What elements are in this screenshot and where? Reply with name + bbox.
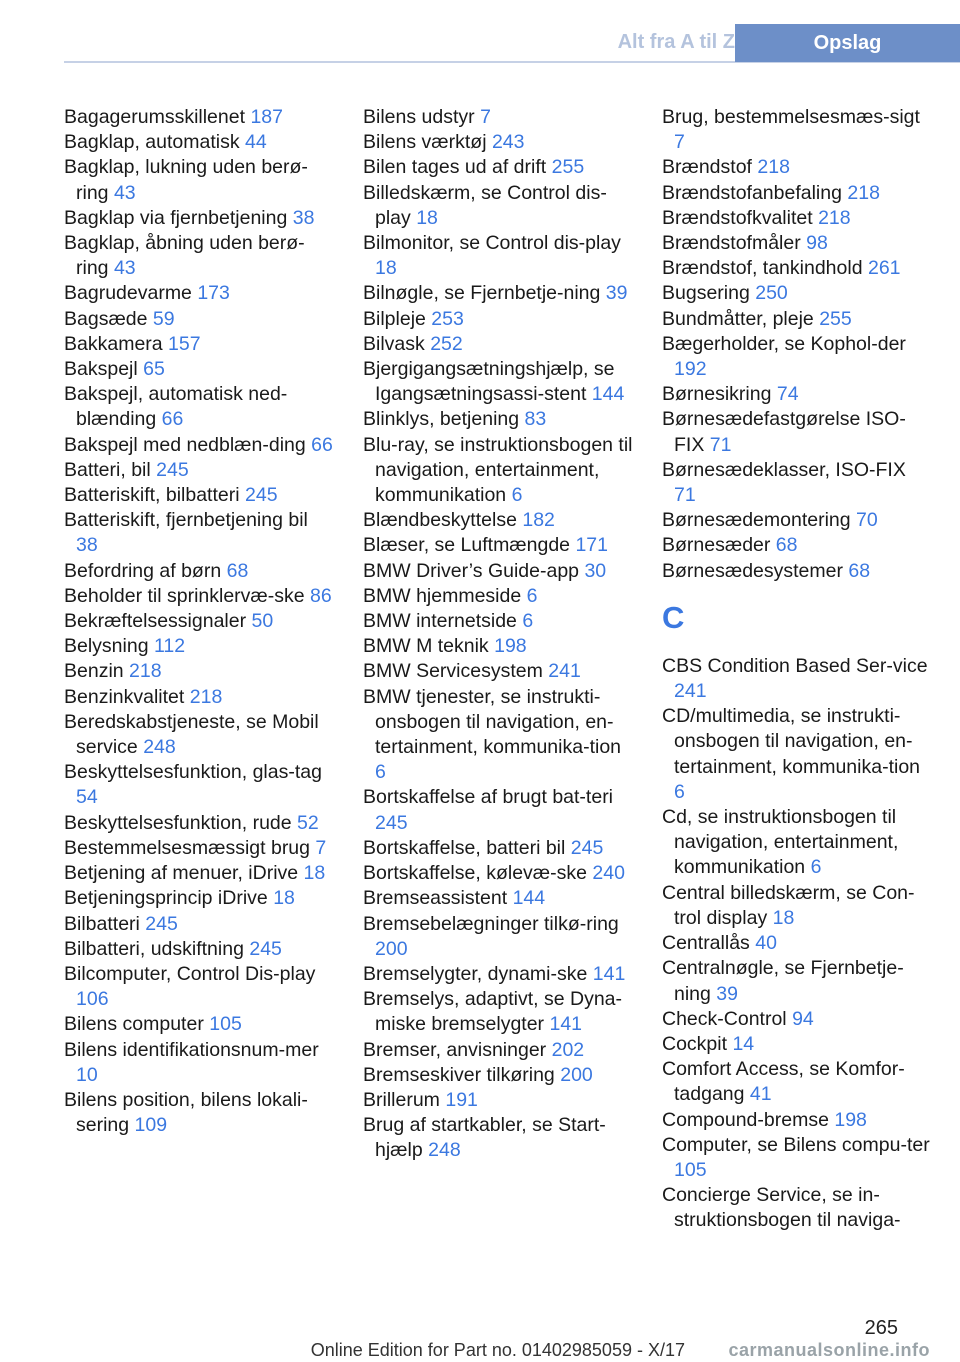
page-link[interactable]: 40 [755, 932, 777, 955]
entry-term: Central billedskærm, se Con-trol display [662, 881, 915, 929]
index-entry [64, 836, 334, 861]
page-link[interactable]: 241 [548, 660, 581, 683]
entry-term: Bjergigangsætningshjælp, se Igangsætningsassi-stent [363, 358, 615, 406]
index-column-1 [64, 105, 334, 1138]
index-entry [363, 685, 635, 786]
entry-term: Brug af startkabler, se Start-hjælp [363, 1114, 606, 1162]
index-column-3 [662, 105, 932, 1234]
index-entry [363, 533, 635, 558]
index-entry [662, 881, 932, 931]
entry-term: Brug, bestemmelsesmæs-sigt [662, 106, 920, 128]
page-link[interactable]: 68 [226, 559, 249, 582]
page-link[interactable]: 198 [834, 1108, 867, 1131]
page-link[interactable]: 157 [168, 332, 201, 355]
index-entry [363, 307, 635, 332]
page-link[interactable]: 86 [310, 584, 332, 607]
index-entry [363, 987, 635, 1037]
page-link[interactable]: 245 [145, 912, 178, 935]
index-entry [662, 231, 932, 256]
index-entry [363, 407, 635, 432]
page-link[interactable]: 173 [197, 282, 230, 305]
page-link[interactable]: 202 [551, 1038, 585, 1061]
page-link[interactable]: 250 [755, 282, 788, 305]
page-link[interactable]: 50 [251, 610, 274, 633]
index-entry [363, 861, 635, 886]
page-link[interactable]: 105 [674, 1158, 707, 1181]
entry-term: Bremselygter, dynami-ske [363, 962, 588, 985]
page-link[interactable]: 54 [76, 786, 98, 809]
entry-term: Brændstofmåler [662, 232, 801, 255]
page-link[interactable]: 18 [772, 906, 795, 929]
entry-term: BMW tjenester, se instrukti-onsbogen til navigation, en-tertainment, kommunika-tion [363, 685, 622, 759]
index-entry [363, 433, 635, 509]
index-entry [662, 805, 932, 881]
page-link[interactable]: 245 [245, 484, 278, 507]
entry-term: Bremseskiver tilkøring [363, 1063, 555, 1086]
page-link[interactable]: 200 [560, 1063, 593, 1086]
entry-term: Bilen tages ud af drift [363, 156, 547, 179]
entry-term: Blinklys, betjening [363, 408, 520, 431]
index-entry [363, 281, 635, 306]
entry-term: Brændstof [662, 156, 752, 179]
index-entry [363, 130, 635, 155]
entry-term: Blændbeskyttelse [363, 509, 517, 532]
index-entry [363, 962, 635, 987]
page-link[interactable]: 105 [209, 1013, 242, 1036]
entry-term: Bilcomputer, Control Dis-play [64, 962, 316, 985]
entry-term: Brillerum [363, 1088, 440, 1111]
entry-term: CD/multimedia, se instrukti-onsbogen til navigation, en-tertainment, kommunika-tion [662, 705, 921, 778]
page-link[interactable]: 245 [570, 836, 604, 859]
index-entry [64, 937, 334, 962]
index-entry [64, 281, 334, 306]
index-entry [662, 1183, 932, 1233]
page-link[interactable]: 187 [250, 106, 283, 128]
page-link[interactable]: 6 [526, 584, 538, 607]
index-entry [64, 685, 334, 710]
page-link[interactable]: 248 [143, 736, 176, 759]
page-link[interactable]: 248 [428, 1139, 461, 1162]
page-link[interactable]: 245 [375, 811, 408, 834]
page-link[interactable]: 43 [113, 257, 136, 280]
entry-term: Beredskabstjeneste, se Mobil service [64, 710, 319, 759]
entry-term: BMW hjemmeside [363, 584, 522, 607]
entry-term: Concierge Service, se in-struktionsbogen til naviga- [662, 1184, 901, 1232]
page-link[interactable]: 7 [674, 131, 685, 154]
page-link[interactable]: 44 [245, 131, 267, 154]
index-entry [662, 956, 932, 1006]
entry-term: Bortskaffelse, kølevæ-ske [363, 862, 587, 885]
page-number: 265 [864, 1317, 898, 1339]
index-entry [64, 155, 334, 205]
entry-term: Blu-ray, se instruktionsbogen til navigation, entertainment, kommunikation [363, 433, 633, 507]
page-link[interactable]: 245 [249, 937, 282, 960]
entry-term: Bilens identifikationsnum-mer [64, 1038, 319, 1061]
index-entry [64, 483, 334, 508]
entry-term: Bagklap, lukning uden berø-ring [64, 156, 308, 204]
index-entry [662, 181, 932, 206]
index-entry [64, 231, 334, 281]
section-tab[interactable]: Opslag [735, 24, 960, 62]
page-link[interactable]: 218 [847, 181, 880, 204]
page-link[interactable]: 243 [491, 131, 525, 154]
entry-term: Bekræftelsessignaler [64, 610, 247, 633]
page-link[interactable]: 191 [445, 1088, 478, 1111]
index-entry [363, 105, 635, 130]
entry-term: Centralnøgle, se Fjernbetje-ning [662, 957, 904, 1005]
index-entry [363, 559, 635, 584]
index-entry [64, 508, 334, 558]
index-entry [64, 962, 334, 1012]
page-link[interactable]: 109 [134, 1114, 168, 1137]
entry-term: Børnesædesystemer [662, 559, 843, 582]
entry-term: Batteriskift, fjernbetjening bil [64, 509, 308, 532]
page-link[interactable]: 6 [511, 484, 523, 507]
page-link[interactable]: 106 [76, 988, 109, 1011]
page-link[interactable]: 74 [776, 383, 799, 406]
entry-term: Bortskaffelse, batteri bil [363, 836, 566, 859]
page-link[interactable]: 65 [143, 358, 165, 381]
index-entry [363, 584, 635, 609]
page-link[interactable]: 253 [431, 307, 464, 330]
page-link[interactable]: 198 [494, 635, 527, 658]
index-entry [662, 281, 932, 306]
index-entry [363, 1113, 635, 1163]
entry-term: Benzinkvalitet [64, 685, 185, 708]
page-link[interactable]: 6 [522, 610, 534, 633]
entry-term: Bilens værktøj [363, 131, 487, 154]
index-entry [662, 256, 932, 281]
page-link[interactable]: 39 [605, 282, 628, 305]
entry-term: Bilbatteri [64, 912, 140, 935]
page-link[interactable]: 66 [311, 433, 333, 456]
index-entry [662, 206, 932, 231]
entry-term: Bilpleje [363, 307, 426, 330]
page-link[interactable]: 200 [375, 937, 408, 960]
index-entry [64, 1038, 334, 1088]
index-entry [662, 332, 932, 382]
index-entry [363, 1038, 635, 1063]
index-entry [64, 206, 334, 231]
index-entry [64, 1088, 334, 1138]
index-entry [363, 155, 635, 180]
index-entry [363, 912, 635, 962]
index-entry [662, 1032, 932, 1057]
page-link[interactable]: 7 [315, 836, 327, 859]
entry-term: Bilens udstyr [363, 106, 475, 128]
page-link[interactable]: 14 [732, 1032, 755, 1055]
page-link[interactable]: 182 [522, 509, 555, 532]
page-link[interactable]: 18 [273, 887, 295, 910]
index-entry [363, 659, 635, 684]
page-link[interactable]: 240 [592, 862, 625, 885]
index-entry [64, 433, 334, 458]
entry-term: Bilmonitor, se Control dis-play [363, 232, 621, 255]
entry-term: Beholder til sprinklervæ-ske [64, 584, 305, 607]
edition-footer: Online Edition for Part no. 01402985059 - X/17 [310, 1340, 685, 1360]
entry-term: Befordring af børn [64, 559, 222, 582]
index-entry [662, 533, 932, 558]
index-entry [363, 231, 635, 281]
entry-term: Belysning [64, 635, 149, 658]
index-entry [662, 105, 932, 155]
entry-term: Check-Control [662, 1007, 787, 1030]
entry-term: Brændstofkvalitet [662, 206, 813, 229]
entry-term: Børnesædemontering [662, 509, 851, 532]
index-letter-heading: C [662, 599, 685, 635]
index-entry [64, 861, 334, 886]
index-entry [363, 634, 635, 659]
index-entry [64, 130, 334, 155]
entry-term: Benzin [64, 660, 124, 683]
entry-term: Bægerholder, se Kophol-der [662, 332, 906, 355]
page-link[interactable]: 192 [674, 358, 707, 381]
page-link[interactable]: 52 [297, 811, 319, 834]
entry-term: Bilnøgle, se Fjernbetje-ning [363, 282, 601, 305]
entry-term: Betjening af menuer, iDrive [64, 862, 299, 885]
index-entry [64, 559, 334, 584]
page-link[interactable]: 218 [189, 685, 223, 708]
page-link[interactable]: 112 [153, 635, 186, 658]
entry-term: Beskyttelsesfunktion, rude [64, 811, 292, 834]
entry-term: Bakkamera [64, 332, 163, 355]
entry-term: Batteri, bil [64, 458, 151, 481]
page-link[interactable]: 255 [551, 156, 585, 179]
entry-term: Bremselys, adaptivt, se Dyna-miske bremselygter [363, 988, 623, 1036]
index-entry [64, 710, 334, 760]
entry-term: BMW internetside [363, 610, 517, 633]
index-entry [64, 886, 334, 911]
entry-term: CBS Condition Based Ser-vice [662, 654, 928, 677]
entry-term: Bakspejl, automatisk ned-blænding [64, 383, 288, 431]
page-link[interactable]: 66 [161, 408, 184, 431]
index-entry [64, 760, 334, 810]
entry-term: Bilbatteri, udskiftning [64, 937, 244, 960]
entry-term: Brændstof, tankindhold [662, 257, 863, 280]
entry-term: Centrallås [662, 932, 750, 955]
page-link[interactable]: 255 [819, 307, 852, 330]
page-link[interactable]: 141 [592, 962, 626, 985]
index-entry [64, 458, 334, 483]
entry-term: Bilvask [363, 332, 425, 355]
entry-term: Batteriskift, bilbatteri [64, 484, 240, 507]
entry-term: Børnesikring [662, 383, 772, 406]
entry-term: Bundmåtter, pleje [662, 307, 814, 330]
entry-term: Cockpit [662, 1032, 728, 1055]
page-link[interactable]: 71 [709, 433, 732, 456]
entry-term: Bugsering [662, 282, 750, 305]
page-link[interactable]: 141 [549, 1013, 583, 1036]
entry-term: Bestemmelsesmæssigt brug [64, 836, 310, 859]
page-link[interactable]: 218 [129, 660, 162, 683]
index-entry [662, 307, 932, 332]
entry-term: Comfort Access, se Komfor-tadgang [662, 1058, 905, 1106]
page-link[interactable]: 18 [303, 862, 326, 885]
index-entry [363, 785, 635, 835]
entry-term: Bremsebelægninger tilkø-ring [363, 912, 619, 935]
watermark: carmanualsonline.info [728, 1340, 930, 1360]
index-entry [64, 912, 334, 937]
entry-term: Computer, se Bilens compu-ter [662, 1133, 930, 1156]
page-link[interactable]: 218 [818, 206, 851, 229]
entry-term: Bremseassistent [363, 887, 508, 910]
page-link[interactable]: 83 [524, 408, 547, 431]
entry-term: BMW M teknik [363, 635, 489, 658]
index-entry [363, 1063, 635, 1088]
entry-term: Bagagerumsskillenet [64, 106, 246, 128]
page-link[interactable]: 94 [792, 1007, 814, 1030]
index-entry [363, 886, 635, 911]
entry-term: Bremser, anvisninger [363, 1038, 547, 1061]
index-entry [363, 332, 635, 357]
entry-term: Compound-bremse [662, 1108, 829, 1131]
index-entry [363, 1088, 635, 1113]
index-entry [662, 407, 932, 457]
index-entry [363, 609, 635, 634]
index-entry [64, 382, 334, 432]
page-link[interactable]: 144 [591, 383, 625, 406]
index-entry [64, 609, 334, 634]
page-link[interactable]: 171 [575, 534, 608, 557]
entry-term: Bagklap, åbning uden berø-ring [64, 232, 305, 280]
page-link[interactable]: 10 [76, 1063, 98, 1086]
index-entry [662, 931, 932, 956]
page-link[interactable]: 6 [375, 761, 386, 784]
entry-term: Betjeningsprincip iDrive [64, 887, 268, 910]
page-link[interactable]: 68 [775, 534, 798, 557]
entry-term: Bortskaffelse af brugt bat-teri [363, 786, 614, 809]
page-link[interactable]: 39 [716, 982, 738, 1005]
index-entry [64, 584, 334, 609]
page-link[interactable]: 6 [810, 856, 822, 879]
entry-term: Bakspejl med nedblæn-ding [64, 433, 306, 456]
entry-term: Cd, se instruktionsbogen til navigation, entertainment, kommunikation [662, 806, 899, 879]
page-link[interactable]: 245 [156, 458, 189, 481]
page-link[interactable]: 144 [512, 887, 546, 910]
page-link[interactable]: 30 [584, 559, 607, 582]
page-link[interactable]: 98 [806, 232, 828, 255]
entry-term: Bakspejl [64, 358, 138, 381]
entry-term: Bagklap via fjernbetjening [64, 206, 288, 229]
index-column-2 [363, 105, 635, 1164]
index-entry [64, 659, 334, 684]
page-link[interactable]: 6 [674, 780, 685, 803]
page-link[interactable]: 59 [152, 307, 175, 330]
index-entry [662, 1133, 932, 1183]
entry-term: BMW Servicesystem [363, 660, 543, 683]
index-entry [662, 155, 932, 180]
page-link[interactable]: 241 [674, 680, 707, 703]
index-entry [662, 382, 932, 407]
entry-term: Bilens computer [64, 1013, 204, 1036]
index-entry [662, 704, 932, 805]
page-link[interactable]: 7 [480, 106, 491, 128]
index-entry [363, 181, 635, 231]
index-entry [662, 1007, 932, 1032]
index-entry [662, 1057, 932, 1107]
page-link[interactable]: 68 [848, 559, 871, 582]
entry-term: Børnesæder [662, 534, 771, 557]
index-entry [64, 307, 334, 332]
index-entry [64, 357, 334, 382]
entry-term: Bagklap, automatisk [64, 131, 240, 154]
entry-term: BMW Driver’s Guide-app [363, 559, 580, 582]
section-title: Alt fra A til Z [617, 31, 735, 53]
entry-term: Blæser, se Luftmængde [363, 534, 571, 557]
page-link[interactable]: 38 [292, 206, 315, 229]
index-entry [363, 508, 635, 533]
index-entry [64, 105, 334, 130]
page-link[interactable]: 71 [674, 484, 696, 507]
entry-term: Bagrudevarme [64, 282, 192, 305]
page-link[interactable]: 70 [856, 509, 878, 532]
page-link[interactable]: 43 [113, 181, 136, 204]
page-link[interactable]: 41 [749, 1083, 772, 1106]
index-entry [64, 634, 334, 659]
entry-term: Brændstofanbefaling [662, 181, 842, 204]
entry-term: Beskyttelsesfunktion, glas-tag [64, 761, 322, 784]
index-entry [662, 654, 932, 704]
index-entry [662, 559, 932, 584]
page-link[interactable]: 261 [867, 257, 901, 280]
index-entry [363, 836, 635, 861]
page-link[interactable]: 252 [430, 332, 463, 355]
page-link[interactable]: 38 [76, 534, 98, 557]
index-entry [662, 458, 932, 508]
index-entry [363, 357, 635, 407]
entry-term: Børnesædeklasser, ISO-FIX [662, 458, 906, 481]
entry-term: Bilens position, bilens lokali-sering [64, 1088, 308, 1137]
page-link[interactable]: 18 [375, 257, 397, 280]
entry-term: Billedskærm, se Control dis-play [363, 181, 607, 229]
index-entry [64, 811, 334, 836]
entry-term: Bagsæde [64, 307, 148, 330]
index-entry [64, 332, 334, 357]
index-entry [662, 508, 932, 533]
entry-term: Børnesædefastgørelse ISO-FIX [662, 408, 906, 456]
page-link[interactable]: 18 [416, 206, 438, 229]
index-entry [662, 1108, 932, 1133]
page-link[interactable]: 218 [757, 156, 790, 179]
index-entry [64, 1012, 334, 1037]
